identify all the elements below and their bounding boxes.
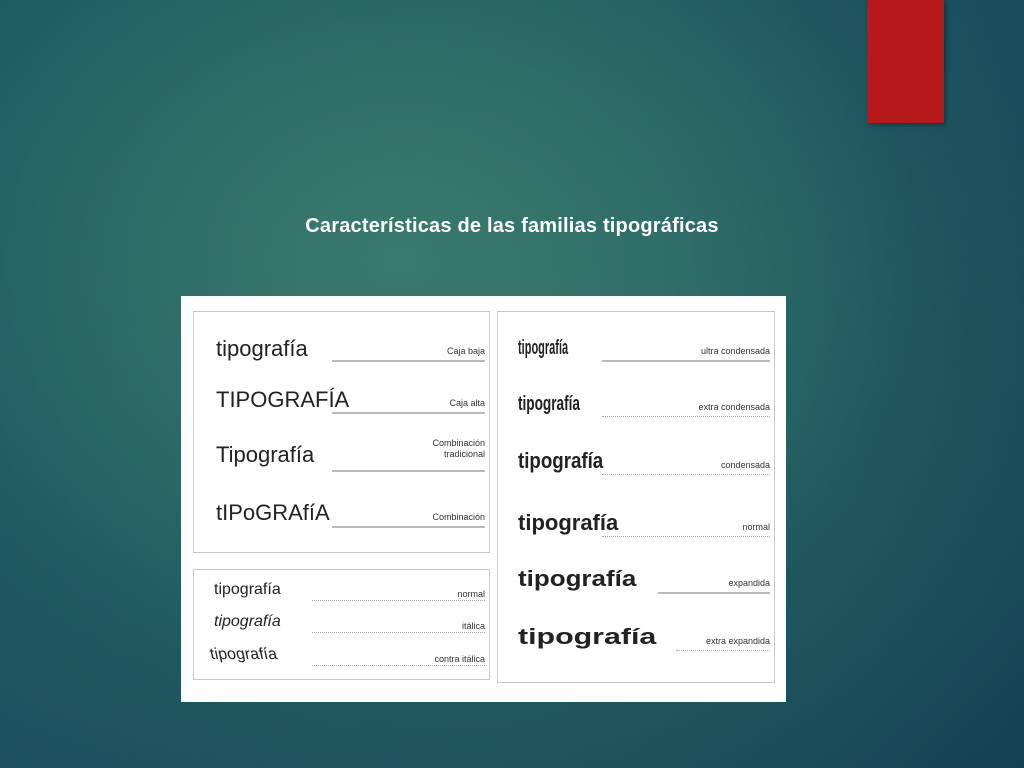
row-rule bbox=[602, 360, 770, 362]
width-label: normal bbox=[742, 522, 770, 532]
row-rule bbox=[658, 592, 770, 594]
accent-block bbox=[867, 0, 944, 123]
row-rule bbox=[676, 650, 770, 651]
case-label: Caja alta bbox=[449, 398, 485, 408]
row-rule bbox=[332, 360, 485, 362]
row-rule bbox=[602, 474, 770, 475]
width-label: ultra condensada bbox=[700, 346, 770, 356]
slant-row bbox=[194, 580, 489, 602]
slant-row bbox=[194, 612, 489, 634]
width-sample: tipografía bbox=[518, 337, 569, 359]
slant-row bbox=[194, 645, 489, 667]
width-label: extra condensada bbox=[698, 402, 770, 412]
row-rule bbox=[602, 416, 770, 417]
width-row bbox=[498, 564, 774, 596]
width-sample: tipografía bbox=[518, 393, 580, 415]
row-rule bbox=[332, 470, 485, 472]
case-sample: TIPOGRAFÍA bbox=[216, 387, 350, 412]
width-row bbox=[498, 446, 774, 478]
slant-sample: tipografía bbox=[214, 581, 281, 598]
case-sample: tIPoGRAfíA bbox=[216, 500, 330, 525]
slide-title: Características de las familias tipográficas bbox=[305, 215, 719, 237]
width-sample: tipografía bbox=[518, 566, 637, 591]
slant-label: itálica bbox=[461, 621, 485, 631]
case-sample: tipografía bbox=[216, 336, 308, 361]
slant-label: contra itálica bbox=[434, 654, 485, 664]
width-panel bbox=[497, 311, 775, 683]
typography-figure bbox=[181, 296, 786, 702]
width-row bbox=[498, 334, 774, 364]
row-rule bbox=[332, 526, 485, 528]
case-panel bbox=[193, 311, 490, 553]
case-row bbox=[194, 438, 489, 472]
width-label: extra expandida bbox=[705, 636, 770, 646]
row-rule bbox=[312, 600, 485, 601]
case-row bbox=[194, 334, 489, 364]
width-sample: tipografía bbox=[518, 510, 619, 535]
row-rule bbox=[312, 665, 485, 666]
width-label: condensada bbox=[720, 460, 770, 470]
slant-sample: tipografía bbox=[214, 613, 281, 630]
row-rule bbox=[332, 412, 485, 414]
case-label: Caja baja bbox=[446, 346, 485, 356]
case-label: Combinación bbox=[432, 512, 485, 522]
case-row bbox=[194, 498, 489, 528]
width-row bbox=[498, 508, 774, 540]
case-row bbox=[194, 386, 489, 416]
width-label: expandida bbox=[728, 578, 770, 588]
width-sample: tipografía bbox=[518, 624, 657, 649]
slant-sample: tipografía bbox=[208, 646, 279, 663]
width-row bbox=[498, 390, 774, 420]
case-label: Combinación tradicional bbox=[432, 438, 485, 459]
slant-label: normal bbox=[457, 589, 485, 599]
row-rule bbox=[602, 536, 770, 537]
width-sample: tipografía bbox=[518, 448, 604, 473]
case-sample: Tipografía bbox=[216, 442, 315, 467]
slant-panel bbox=[193, 569, 490, 680]
width-row bbox=[498, 622, 774, 654]
row-rule bbox=[312, 632, 485, 633]
